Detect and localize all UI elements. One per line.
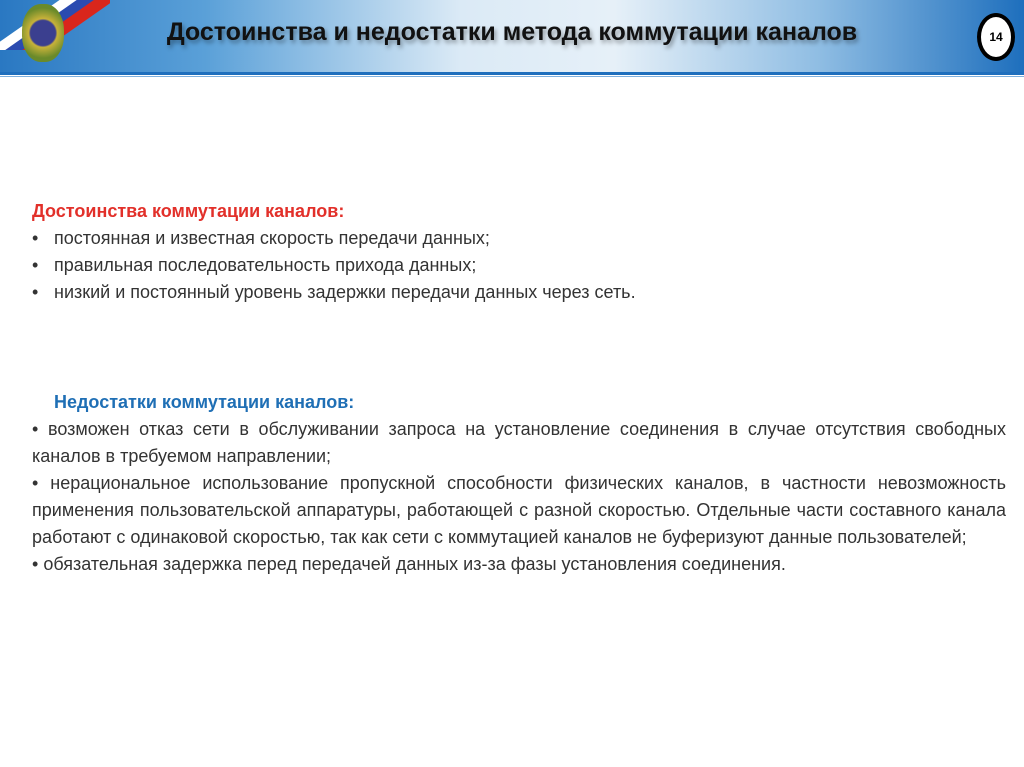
slide-title: Достоинства и недостатки метода коммутации каналов [166, 18, 858, 46]
list-item: • обязательная задержка перед передачей данных из-за фазы установления соединения. [32, 554, 786, 574]
advantages-heading: Достоинства коммутации каналов: [32, 201, 345, 221]
disadvantages-section [32, 389, 1006, 578]
list-item: • возможен отказ сети в обслуживании запроса на установление соединения в случае отсутствия свободных каналов в требуемом направлении; [32, 419, 1006, 466]
header-divider-thin [0, 76, 1024, 77]
page-number: 14 [977, 13, 1015, 61]
list-item: • правильная последовательность прихода данных; [32, 255, 477, 275]
header-divider [0, 72, 1024, 75]
list-item: • нерациональное использование пропускной способности физических каналов, в частности невозможность применения пользовательской аппаратуры, работающей с разной скоростью. Отдельные части составного канала работают с одинаковой скоростью, так как сети с коммутацией каналов не буферизуют данные пользователей; [32, 473, 1006, 547]
list-item: • низкий и постоянный уровень задержки передачи данных через сеть. [32, 282, 636, 302]
list-item: • постоянная и известная скорость передачи данных; [32, 228, 490, 248]
advantages-section [32, 198, 1006, 306]
disadvantages-heading: Недостатки коммутации каналов: [54, 392, 355, 412]
